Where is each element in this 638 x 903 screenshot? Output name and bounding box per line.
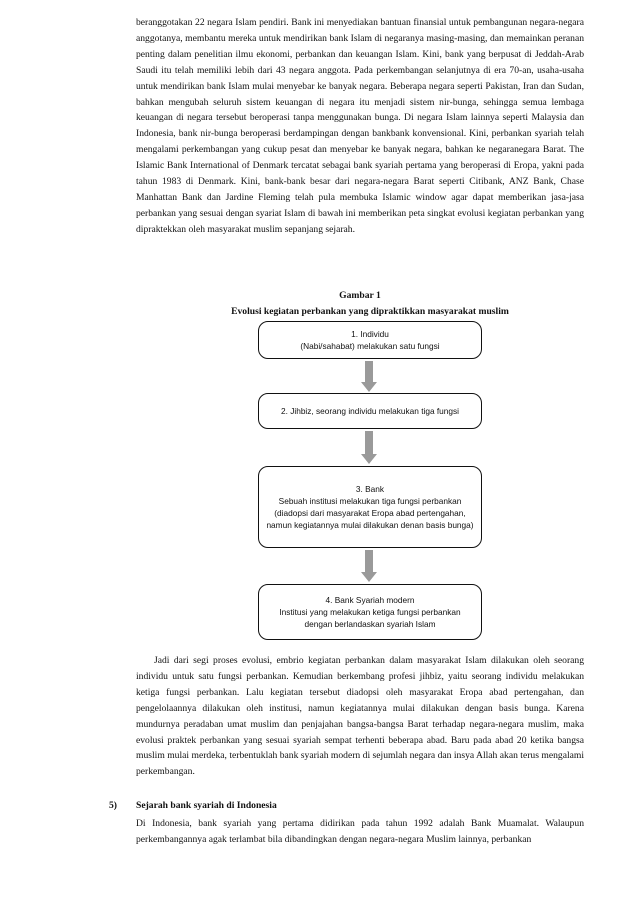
paragraph-evolution-summary: Jadi dari segi proses evolusi, embrio kegiatan perbankan dalam masyarakat Islam dilakukan oleh seorang individu untuk satu fungsi perbankan. Kemudian berkembang profesi jihbiz, yaitu seorang individu melakukan ketiga fungsi perbankan. Lalu kegiatan tersebut diadopsi oleh masyarakat Eropa abad pertengahan, dan pengelolaannya dilakukan oleh institusi, namun kegiatannya mulai dilakukan dengan basis bunga. Karena mundurnya peradaban umat muslim dan penjajahan bangsa-bangsa Barat terhadap negara-negara muslim, maka evolusi praktek perbankan yang sesuai syariah sempat terhenti beberapa abad. Baru pada abad 20 ketika bangsa muslim mulai merdeka, terbentuklah bank syariah modern di sejumlah negara dan insya Allah akan terus mengalami perkembangan. <box>136 655 584 778</box>
flow-step-individu <box>258 321 482 359</box>
section-number: 5) <box>109 800 117 811</box>
flow-step-3-line-2: Sebuah institusi melakukan tiga fungsi perbankan <box>278 496 462 506</box>
flow-step-bank-syariah-modern <box>258 584 482 640</box>
down-arrow-icon <box>361 431 377 464</box>
down-arrow-icon <box>361 550 377 582</box>
flow-step-2-line-1: 2. Jihbiz, seorang individu melakukan tiga fungsi <box>280 406 460 416</box>
paragraph-islamic-bank-history: beranggotakan 22 negara Islam pendiri. Bank ini menyediakan bantuan finansial untuk pembangunan negara-negara anggotanya, membantu mereka untuk mendirikan bank Islam di negaranya masing-masing, dan memainkan peranan penting dalam penelitian ilmu ekonomi, perbankan dan keuangan Islam. Kini, bank yang berpusat di Jeddah-Arab Saudi itu telah memiliki lebih dari 43 negara anggota. Pada perkembangan selanjutnya di era 70-an, usaha-usaha untuk mendirikan bank Islam mulai menyebar ke banyak negara. Beberapa negara seperti Pakistan, Iran dan Sudan, bahkan mengubah seluruh sistem keuangan di negara itu menjadi sistem nir-bunga, sehingga semua lembaga keuangan di negara tersebut beroperasi tanpa menggunakan bunga. Di negara Islam lainnya seperti Malaysia dan Indonesia, bank nir-bunga beroperasi berdampingan dengan bankbank konvensional. Kini, perbankan syariah telah mengalami perkembangan yang cukup pesat dan menyebar ke banyak negara, bahkan ke negaranegara Barat. The Islamic Bank International of Denmark tercatat sebagai bank syariah pertama yang beroperasi di Eropa, yakni pada tahun 1983 di Denmark. Kini, bank-bank besar dari negara-negara Barat seperti Citibank, ANZ Bank, Chase Manhattan Bank dan Jardine Fleming telah pula membuka Islamic window agar dapat memberikan jasa-jasa perbankan yang sesuai dengan syariat Islam di bawah ini memberikan peta singkat evolusi kegiatan perbankan yang dipraktekkan oleh masyarakat muslim sepanjang sejarah. <box>136 17 584 235</box>
flow-step-1-line-2: (Nabi/sahabat) melakukan satu fungsi <box>300 341 440 351</box>
flow-step-4-line-1: 4. Bank Syariah modern <box>325 595 415 605</box>
flow-step-4-line-3: dengan berlandaskan syariah Islam <box>304 619 436 629</box>
paragraph-indonesia-history: Di Indonesia, bank syariah yang pertama didirikan pada tahun 1992 adalah Bank Muamalat. Walaupun perkembangannya agak terlambat bila dibandingkan dengan negara-negara Muslim lainnya, perbankan <box>136 818 584 845</box>
section-title: Sejarah bank syariah di Indonesia <box>136 800 277 811</box>
flow-step-3-line-1: 3. Bank <box>355 484 385 494</box>
flow-step-4-line-2: Institusi yang melakukan ketiga fungsi perbankan <box>279 607 461 617</box>
flow-step-1-line-1: 1. Individu <box>351 329 389 339</box>
flow-step-bank <box>258 466 482 548</box>
figure-title: Evolusi kegiatan perbankan yang dipraktikkan masyarakat muslim <box>231 306 509 317</box>
down-arrow-icon <box>361 361 377 392</box>
flow-step-3-line-4: namun kegiatannya mulai dilakukan denan basis bunga) <box>266 520 474 530</box>
figure-number: Gambar 1 <box>339 290 381 301</box>
flow-step-jihbiz <box>258 393 482 429</box>
flow-step-3-line-3: (diadopsi dari masyarakat Eropa abad pertengahan, <box>274 508 466 518</box>
